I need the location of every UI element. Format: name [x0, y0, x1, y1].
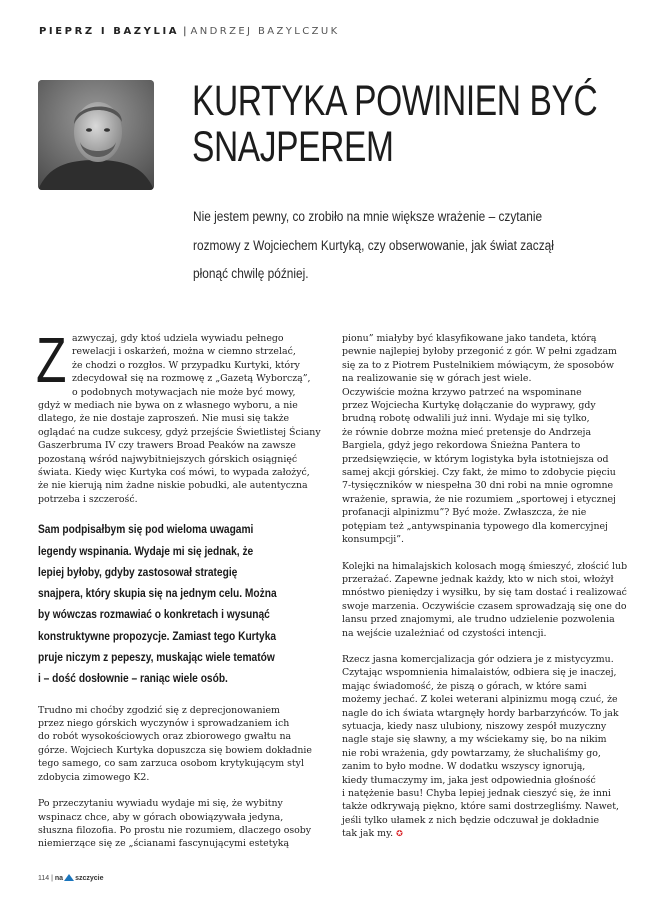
text-line: Bargiela, gdyż jego rekordowa Śnieżna Pantera to: [342, 440, 581, 452]
text-line: rewelacji i oskarżeń, można w ciemno strzelać,: [72, 346, 296, 358]
text-line: potrzeba i szczerość.: [38, 493, 138, 505]
author-portrait-image: [38, 80, 154, 190]
footer-separator: |: [51, 875, 53, 882]
text-line: Kolejki na himalajskich kolosach mogą śmieszyć, złościć lub: [342, 560, 628, 572]
text-line: lansu przed znajomymi, ale trudno udzielenie pozwolenia: [342, 614, 615, 626]
quote-line: lepiej byłoby, gdyby zastosował strategię: [38, 564, 238, 579]
text-line: Czytając wspomnienia himalaistów, odbiera się je inaczej,: [342, 667, 617, 679]
pull-quote: [38, 519, 318, 689]
text-line: nagle staje się sławny, a my wściekamy się, bo na nikim: [342, 734, 607, 746]
text-line: konsumpcji”.: [342, 534, 405, 546]
body-paragraph: [38, 797, 318, 851]
text-line: że chodzi o rozgłos. W przypadku Kurtyki, który: [72, 359, 300, 371]
text-line: wspinacz chce, aby w górach obowiązywała jedyna,: [38, 811, 284, 823]
text-line: słuszna filozofia. Po prostu nie rozumiem, dlaczego osoby: [38, 824, 312, 836]
end-of-article-icon: ✪: [396, 829, 403, 839]
text-line: pozostaną wśród najwybitniejszych górskich osiągnięć: [38, 453, 298, 465]
text-line: także odkrywają piękno, które sami dostrzegliśmy. Nawet,: [342, 801, 619, 813]
text-line: profanacji alpinizmu”? Być może. Zwłaszcza, że nie: [342, 507, 587, 519]
text-line: nagle do ich świata wtargnęły hordy barbarzyńców. To jak: [342, 707, 619, 719]
quote-line: konstruktywne propozycje. Zamiast tego Kurtyka: [38, 628, 277, 643]
header-separator: |: [183, 26, 187, 37]
intro-paragraph: [36, 324, 321, 506]
right-column: [342, 332, 636, 854]
text-line: potępiam też „antywspinania typowego dla komercyjnej: [342, 520, 608, 532]
quote-line: by wówczas rozmawiać o konkretach i wysunąć: [38, 607, 270, 622]
quote-line: Sam podpisałbym się pod wieloma uwagami: [38, 522, 254, 537]
article-lead: [193, 203, 613, 289]
text-line: swoje marzenia. Oczywiście czasem sprowadzają się one do: [342, 600, 627, 612]
page-footer: [38, 874, 104, 882]
text-line: samej akcji górskiej. Czy fakt, że mimo to zdobycie pięciu: [342, 467, 616, 479]
text-line: że równie dobrze można mieć pretensje do Andrzeja: [342, 426, 592, 438]
text-line: [342, 827, 636, 840]
text-line: do robót wysokościowych oraz zbiorowego gwałtu na: [38, 731, 292, 743]
page-number: 114: [38, 875, 50, 882]
magazine-name-prefix: na: [54, 875, 64, 882]
text-line: dlatego, że nie dostaje zaproszeń. Nie musi się także: [38, 413, 290, 425]
text-line: niemierzące się ze „ścianami fascynującymi estetyką: [38, 838, 290, 850]
text-line: że nie kierują nim żadne niskie pobudki, ale autentyczna: [38, 480, 308, 492]
title-line-1: KURTYKA POWINIEN BYĆ: [192, 77, 598, 125]
text-line: i natężenie basu! Chyba lepiej jednak cieszyć się, że inni: [342, 788, 611, 799]
text-line: tego samego, co sam zarzuca osobom krytykującym styl: [38, 758, 304, 770]
text-line: mnóstwo pieniędzy i wysiłku, by się tam dostać i realizować: [342, 587, 627, 599]
text-line-content: tak jak my.: [342, 828, 394, 840]
text-line: przez Wojciecha Kurtykę dołączanie do wyprawy, gdy: [342, 400, 596, 412]
text-line: azwyczaj, gdy ktoś udziela wywiadu pełnego: [72, 333, 284, 344]
magazine-name-suffix: szczycie: [75, 875, 104, 882]
text-line: na wejście uzależniać od czystości intencji.: [342, 627, 547, 639]
section-header: [39, 26, 340, 37]
body-paragraph: [342, 653, 636, 841]
left-column: [36, 324, 321, 864]
lead-line: płonąć chwilę później.: [193, 266, 309, 281]
author-name: ANDRZEJ BAZYLCZUK: [190, 26, 340, 37]
text-line: Po przeczytaniu wywiadu wydaje mi się, że wybitny: [38, 798, 283, 810]
text-line: pionu” miałyby być klasyfikowane jako tandeta, którą: [342, 333, 597, 344]
text-line: mając świadomość, że piszą o górach, w które sami: [342, 680, 587, 692]
text-line: zanim to było modne. W dodatku wszyscy ignorują,: [342, 761, 586, 773]
body-paragraph: [342, 560, 636, 640]
text-line: przerażać. Zapewne jednak każdy, kto w nich stoi, włożył: [342, 573, 614, 585]
text-line: przedsięwzięcie, w którym logistyka była istotniejsza od: [342, 453, 609, 465]
text-line: pewnie najlepiej byłoby przegonić z gór. W pełni zgadzam: [342, 346, 617, 358]
body-paragraph: [38, 704, 318, 784]
title-line-2: SNAJPEREM: [192, 123, 394, 171]
quote-line: i – dość dosłownie – raniąc wiele osób.: [38, 671, 228, 686]
text-line: świata. Kiedy więc Kurtyka coś mówi, to wypada założyć,: [38, 467, 310, 479]
text-line: górze. Wojciech Kurtyka dopuszcza się bowiem dokładnie: [38, 744, 312, 756]
section-name: PIEPRZ I BAZYLIA: [39, 26, 180, 37]
text-line: Rzecz jasna komercjalizacja gór odziera je z mistycyzmu.: [342, 653, 614, 665]
text-line: kiedy tłumaczymy im, jaka jest odpowiednia głośność: [342, 774, 596, 786]
drop-cap: Z: [36, 324, 67, 396]
text-line: gdyż w mediach nie bywa on z własnego wyboru, a nie: [38, 400, 298, 412]
lead-line: Nie jestem pewny, co zrobiło na mnie większe wrażenie – czytanie: [193, 209, 543, 224]
quote-line: pruje niczym z pepeszy, muskając wiele tematów: [38, 650, 275, 665]
text-line: brudną robotę odwalili już inni. Wydaje mi się tylko,: [342, 413, 590, 425]
text-line: jeśli tylko ułamek z nich będzie odczuwał je dokładnie: [342, 814, 600, 826]
text-line: o podobnych motywacjach nie może być mowy,: [72, 386, 296, 398]
text-line: Trudno mi choćby zgodzić się z deprecjonowaniem: [38, 704, 280, 716]
text-line: wrażenie, sprawia, że nie rozumiem „sportowej i etycznej: [342, 493, 616, 505]
quote-line: snajpera, który skupia się na jednym celu. Można: [38, 586, 277, 601]
text-line: się za to z Piotrem Pustelnikiem mówiącym, że sposobów: [342, 359, 614, 371]
text-line: oglądać na cudze sukcesy, gdyż przejście Świetlistej Ściany: [38, 426, 321, 438]
text-line: 7-tysięczników w niespełna 30 dni robi na mnie ogromne: [342, 480, 614, 492]
body-paragraph: [342, 332, 636, 547]
author-photo: [38, 80, 154, 190]
mountain-logo-icon: [64, 874, 74, 881]
text-line: nie robi wrażenia, gdy powtarzamy, że słuchaliśmy go,: [342, 747, 601, 759]
text-line: zdecydował się na rozmowę z „Gazetą Wyborczą”,: [72, 373, 311, 385]
text-line: Gaszerbruma IV czy trawers Broad Peaków na zawsze: [38, 440, 296, 452]
text-line: przez niego górskich wyczynów i sprowadzaniem ich: [38, 718, 290, 730]
text-line: sytuacja, kiedy nasz ulubiony, niszowy zespół muzyczny: [342, 720, 607, 732]
text-line: na realizowanie się w górach jest wiele.: [342, 373, 532, 385]
text-line: zdobycia zimowego K2.: [38, 771, 150, 783]
lead-line: rozmowy z Wojciechem Kurtyką, czy obserwowanie, jak świat zaczął: [193, 237, 554, 253]
text-line: możemy jechać. Z kolei weterani alpinizmu mogą czuć, że: [342, 694, 618, 706]
text-line: Oczywiście można krzywo patrzeć na wspominane: [342, 386, 582, 398]
quote-line: legendy wspinania. Wydaje mi się jednak, że: [38, 543, 254, 558]
article-title: [192, 78, 597, 170]
